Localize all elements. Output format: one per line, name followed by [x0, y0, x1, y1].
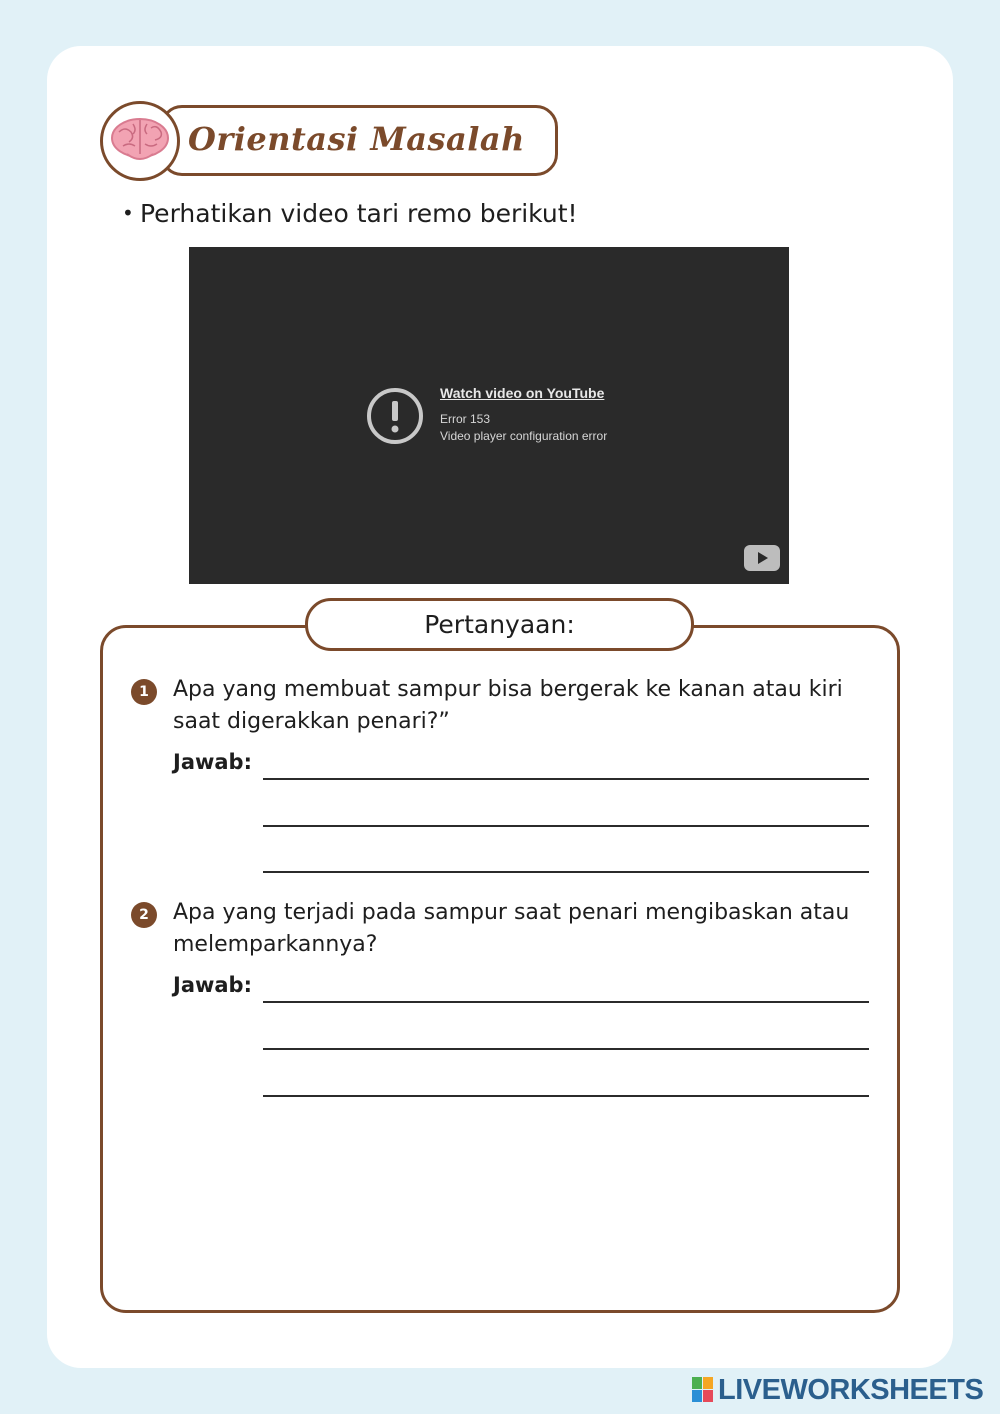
answer-line[interactable]: [263, 825, 869, 827]
error-message: Video player configuration error: [440, 429, 608, 443]
answer-line[interactable]: [263, 1001, 869, 1003]
answer-label: Jawab:: [173, 750, 252, 774]
liveworksheets-logo[interactable]: [692, 1372, 983, 1408]
answer-line[interactable]: [263, 1095, 869, 1097]
error-code: Error 153: [440, 412, 491, 426]
section-title: Orientasi Masalah: [188, 120, 525, 158]
answer-label: Jawab:: [173, 973, 252, 997]
questions-title: Pertanyaan:: [305, 598, 694, 651]
question-text: Apa yang terjadi pada sampur saat penari mengibaskan atau melemparkannya?: [173, 900, 850, 957]
liveworksheets-logo-icon: [692, 1377, 714, 1403]
instruction-label: Perhatikan video tari remo berikut!: [140, 199, 578, 228]
answer-line[interactable]: [263, 871, 869, 873]
error-icon: [366, 387, 424, 445]
question-number: 1: [131, 679, 157, 705]
bullet: •: [122, 201, 134, 225]
question-text: Apa yang membuat sampur bisa bergerak ke kanan atau kiri saat digerakkan penari?”: [173, 677, 843, 734]
watch-on-youtube-link[interactable]: Watch video on YouTube: [440, 385, 605, 401]
brand-name: LIVEWORKSHEETS: [718, 1373, 984, 1406]
video-player[interactable]: [189, 247, 789, 584]
brain-icon: [100, 101, 180, 181]
instruction-text: [122, 199, 578, 228]
answer-line[interactable]: [263, 778, 869, 780]
youtube-icon[interactable]: [744, 545, 780, 571]
question-number: 2: [131, 902, 157, 928]
answer-line[interactable]: [263, 1048, 869, 1050]
